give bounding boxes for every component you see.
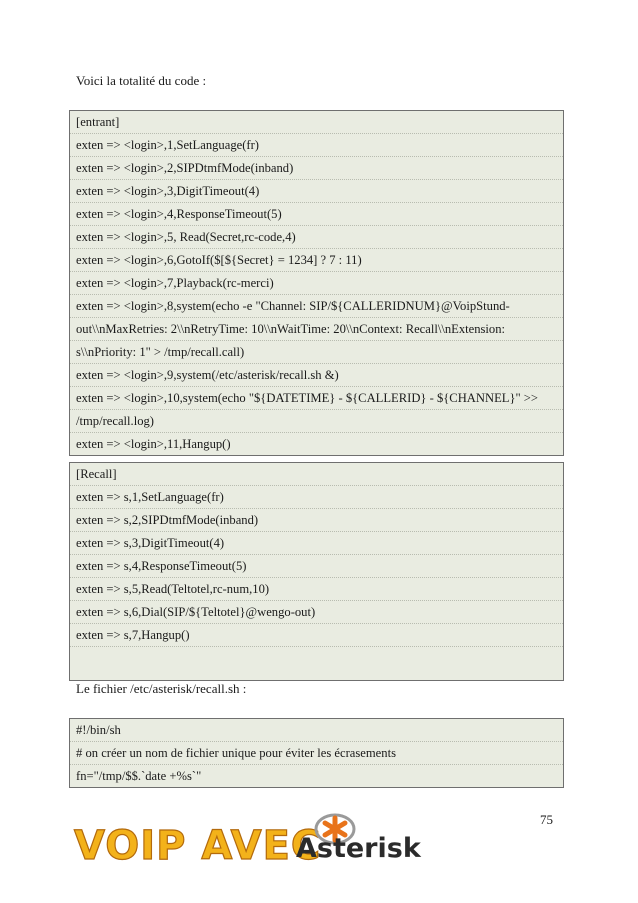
code-line: exten => s,2,SIPDtmfMode(inband) — [70, 509, 563, 532]
code-line: fn="/tmp/$$.`date +%s`" — [76, 769, 202, 783]
code-line: exten => <login>,11,Hangup() — [76, 437, 231, 451]
code-line: exten => <login>,8,system(echo -e "Channel: SIP/${CALLERIDNUM}@VoipStund- — [70, 295, 563, 318]
code-line: exten => s,1,SetLanguage(fr) — [70, 486, 563, 509]
code-line: exten => <login>,9,system(/etc/asterisk/recall.sh &) — [70, 364, 563, 387]
code-line: exten => <login>,6,GotoIf($[${Secret} = 1234] ? 7 : 11) — [70, 249, 563, 272]
code-line: exten => <login>,3,DigitTimeout(4) — [70, 180, 563, 203]
code-line: exten => s,5,Read(Teltotel,rc-num,10) — [70, 578, 563, 601]
code-line: exten => <login>,1,SetLanguage(fr) — [70, 134, 563, 157]
code-line: # on créer un nom de fichier unique pour éviter les écrasements — [70, 742, 563, 765]
intro-paragraph: Voici la totalité du code : — [76, 73, 207, 88]
code-line: [entrant] — [70, 111, 563, 134]
code-block-recall — [69, 462, 564, 681]
footer-logo — [74, 818, 421, 869]
logo-voip-avec-text: VOIP AVEC — [74, 823, 322, 869]
code-line: exten => s,7,Hangup() — [70, 624, 563, 647]
code-line: exten => <login>,5, Read(Secret,rc-code,4) — [70, 226, 563, 249]
code-block-entrant — [69, 110, 564, 456]
code-line: exten => <login>,4,ResponseTimeout(5) — [70, 203, 563, 226]
code-line: exten => s,6,Dial(SIP/${Teltotel}@wengo-out) — [70, 601, 563, 624]
page-number: 75 — [540, 812, 553, 827]
code-block-recall-sh — [69, 718, 564, 788]
code-line: exten => <login>,7,Playback(rc-merci) — [70, 272, 563, 295]
code-line: #!/bin/sh — [70, 719, 563, 742]
code-line: exten => <login>,2,SIPDtmfMode(inband) — [70, 157, 563, 180]
code-line: out\\nMaxRetries: 2\\nRetryTime: 10\\nWaitTime: 20\\nContext: Recall\\nExtension: — [70, 318, 563, 341]
file-intro-paragraph: Le fichier /etc/asterisk/recall.sh : — [76, 681, 247, 696]
code-line: s\\nPriority: 1" > /tmp/recall.call) — [70, 341, 563, 364]
logo-asterisk-text: Asterisk — [296, 833, 421, 864]
code-line: exten => s,3,DigitTimeout(4) — [70, 532, 563, 555]
code-line: [Recall] — [70, 463, 563, 486]
code-line — [70, 647, 563, 680]
code-line: exten => s,4,ResponseTimeout(5) — [70, 555, 563, 578]
code-line: exten => <login>,10,system(echo "${DATETIME} - ${CALLERID} - ${CHANNEL}" >> — [70, 387, 563, 410]
code-line: /tmp/recall.log) — [70, 410, 563, 433]
